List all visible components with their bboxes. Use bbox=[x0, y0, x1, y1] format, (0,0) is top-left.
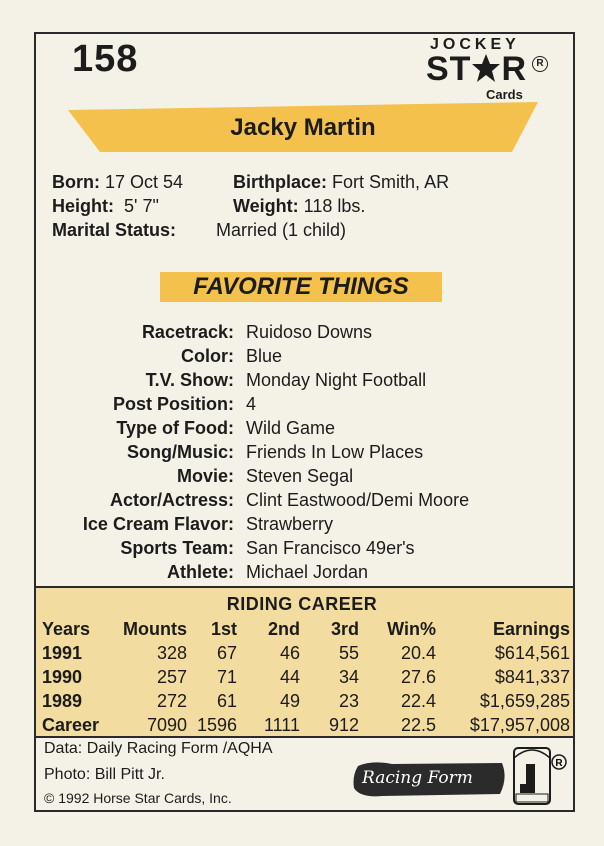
birthplace-label: Birthplace: bbox=[233, 172, 328, 192]
favorite-label: Movie: bbox=[176, 466, 234, 486]
favorite-value: Blue bbox=[246, 346, 283, 366]
favorite-label: Ice Cream Flavor: bbox=[82, 514, 234, 534]
favorite-label: Athlete: bbox=[167, 562, 234, 582]
career-header-cell: 2nd bbox=[267, 619, 300, 639]
career-cell: 1111 bbox=[263, 715, 300, 735]
favorite-value: Clint Eastwood/Demi Moore bbox=[246, 490, 470, 510]
career-cell: 44 bbox=[279, 667, 300, 687]
jockeys-guild-logo bbox=[512, 744, 568, 808]
drf-logo-text: Racing Form bbox=[362, 768, 473, 788]
logo-star-r: R bbox=[501, 50, 528, 88]
height-field bbox=[52, 196, 159, 217]
name-banner bbox=[68, 102, 538, 154]
career-cell: 1596 bbox=[196, 715, 237, 735]
career-cell: 1990 bbox=[42, 667, 83, 687]
favorite-label: Song/Music: bbox=[127, 442, 234, 462]
career-cell: Career bbox=[42, 715, 100, 735]
favorite-label: Type of Food: bbox=[116, 418, 234, 438]
career-header-cell: Earnings bbox=[492, 619, 570, 639]
favorite-value: Ruidoso Downs bbox=[246, 322, 373, 342]
height-value: 5' 7" bbox=[124, 196, 159, 216]
marital-label: Marital Status: bbox=[52, 220, 177, 240]
career-cell: 912 bbox=[328, 715, 359, 735]
favorite-things-banner bbox=[160, 272, 442, 302]
data-source: Data: Daily Racing Form /AQHA bbox=[44, 740, 273, 757]
registered-icon: R bbox=[532, 56, 548, 72]
jockey-star-logo bbox=[418, 36, 558, 106]
career-cell: 55 bbox=[338, 643, 359, 663]
star-icon bbox=[471, 53, 501, 83]
favorite-value: Wild Game bbox=[246, 418, 336, 438]
favorite-row bbox=[40, 322, 560, 346]
favorite-label: Post Position: bbox=[113, 394, 234, 414]
career-cell: 27.6 bbox=[400, 667, 436, 687]
favorite-label: Racetrack: bbox=[141, 322, 234, 342]
weight-field bbox=[233, 196, 365, 217]
copyright: © 1992 Horse Star Cards, Inc. bbox=[44, 790, 232, 806]
career-cell: 20.4 bbox=[400, 643, 436, 663]
logo-star-word bbox=[426, 50, 527, 89]
career-cell: 272 bbox=[156, 691, 187, 711]
career-header-row bbox=[42, 619, 572, 643]
career-cell: 71 bbox=[216, 667, 237, 687]
favorite-row bbox=[40, 514, 560, 538]
birthplace-value: Fort Smith, AR bbox=[332, 172, 450, 192]
career-header-cell: Years bbox=[42, 619, 91, 639]
career-cell: 23 bbox=[338, 691, 359, 711]
marital-value: Married (1 child) bbox=[216, 220, 347, 240]
favorite-row bbox=[40, 562, 560, 586]
career-header-cell: 3rd bbox=[330, 619, 359, 639]
logo-cards-text: Cards bbox=[486, 87, 523, 102]
birthplace-field bbox=[233, 172, 449, 193]
career-header-cell: 1st bbox=[210, 619, 237, 639]
favorite-value: Friends In Low Places bbox=[246, 442, 424, 462]
born-field bbox=[52, 172, 183, 193]
photo-credit: Photo: Bill Pitt Jr. bbox=[44, 766, 165, 783]
career-cell: $841,337 bbox=[494, 667, 570, 687]
height-label: Height: bbox=[52, 196, 114, 216]
career-cell: 46 bbox=[279, 643, 300, 663]
career-cell: 257 bbox=[156, 667, 187, 687]
favorite-value: 4 bbox=[246, 394, 257, 414]
career-cell: 61 bbox=[216, 691, 237, 711]
born-value: 17 Oct 54 bbox=[105, 172, 184, 192]
favorite-things-title: FAVORITE THINGS bbox=[193, 273, 409, 300]
card-number: 158 bbox=[72, 38, 139, 80]
career-row bbox=[42, 667, 572, 691]
career-row bbox=[42, 691, 572, 715]
jockey-name: Jacky Martin bbox=[230, 114, 376, 141]
favorite-row bbox=[40, 346, 560, 370]
favorite-label: T.V. Show: bbox=[145, 370, 234, 390]
favorite-label: Color: bbox=[181, 346, 234, 366]
career-cell: 22.5 bbox=[400, 715, 436, 735]
career-cell: 1989 bbox=[42, 691, 83, 711]
born-label: Born: bbox=[52, 172, 100, 192]
svg-text:R: R bbox=[555, 758, 563, 769]
favorite-value: Michael Jordan bbox=[246, 562, 369, 582]
career-header-cell: Win% bbox=[387, 619, 436, 639]
favorite-row bbox=[40, 394, 560, 418]
career-cell: 67 bbox=[216, 643, 237, 663]
career-cell: $614,561 bbox=[494, 643, 570, 663]
career-cell: 49 bbox=[279, 691, 300, 711]
career-cell: $1,659,285 bbox=[479, 691, 570, 711]
career-cell: 328 bbox=[156, 643, 187, 663]
career-cell: 34 bbox=[338, 667, 359, 687]
career-cell: 7090 bbox=[146, 715, 187, 735]
weight-label: Weight: bbox=[233, 196, 299, 216]
favorite-label: Actor/Actress: bbox=[109, 490, 234, 510]
daily-racing-form-logo bbox=[352, 760, 508, 798]
favorite-row bbox=[40, 538, 560, 562]
favorite-label: Sports Team: bbox=[120, 538, 234, 558]
marital-field bbox=[52, 220, 176, 241]
career-row bbox=[42, 715, 572, 739]
favorite-value: Strawberry bbox=[246, 514, 334, 534]
jockeys-guild-icon bbox=[512, 744, 568, 808]
logo-star-s: ST bbox=[426, 50, 472, 88]
career-cell: 1991 bbox=[42, 643, 83, 663]
career-cell: 22.4 bbox=[400, 691, 436, 711]
favorite-row bbox=[40, 466, 560, 490]
weight-value: 118 lbs. bbox=[303, 196, 366, 216]
favorite-row bbox=[40, 490, 560, 514]
favorite-row bbox=[40, 370, 560, 394]
career-cell: $17,957,008 bbox=[469, 715, 570, 735]
logo-jockey-text: JOCKEY bbox=[430, 36, 520, 53]
career-header-cell: Mounts bbox=[123, 619, 187, 639]
favorite-row bbox=[40, 418, 560, 442]
riding-career-title: RIDING CAREER bbox=[226, 594, 378, 614]
career-row bbox=[42, 643, 572, 667]
favorite-value: San Francisco 49er's bbox=[246, 538, 415, 558]
favorite-value: Steven Segal bbox=[246, 466, 354, 486]
favorite-row bbox=[40, 442, 560, 466]
favorite-value: Monday Night Football bbox=[246, 370, 427, 390]
